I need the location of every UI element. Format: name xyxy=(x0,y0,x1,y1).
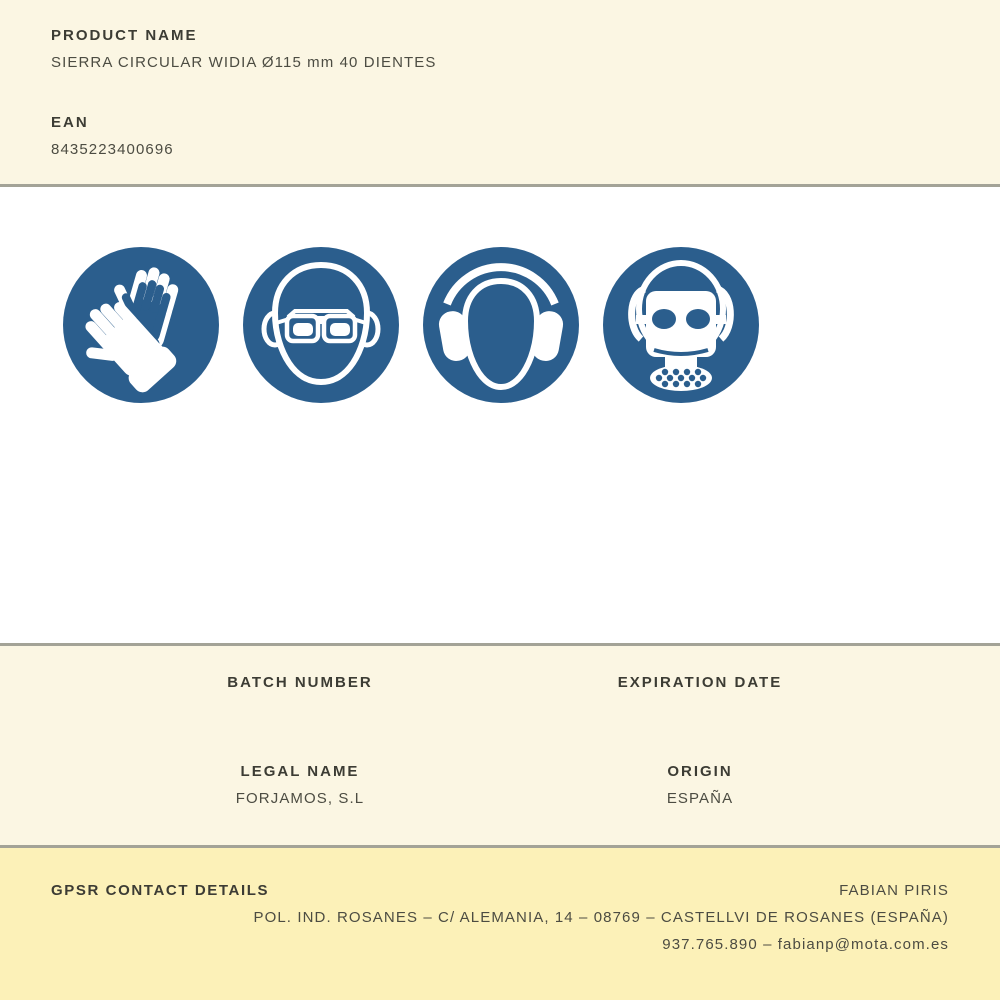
gpsr-contact-label: GPSR CONTACT DETAILS xyxy=(51,882,270,899)
legal-name-value: FORJAMOS, S.L xyxy=(235,790,365,807)
expiration-date-label: EXPIRATION DATE xyxy=(617,674,783,691)
safety-icons-section xyxy=(0,187,1000,643)
contact-phone-email: 937.765.890 – fabianp@mota.com.es xyxy=(662,936,949,953)
legal-name-label: LEGAL NAME xyxy=(240,763,360,780)
ear-protection-mandatory-icon xyxy=(423,247,579,403)
legal-name-field xyxy=(100,763,500,807)
expiration-date-field xyxy=(500,674,900,691)
origin-label: ORIGIN xyxy=(667,763,733,780)
origin-value: ESPAÑA xyxy=(666,790,734,807)
gpsr-contact-row xyxy=(51,882,949,899)
contact-person-name: FABIAN PIRIS xyxy=(839,882,949,899)
origin-field xyxy=(500,763,900,807)
gloves-mandatory-icon xyxy=(63,247,219,403)
batch-number-field xyxy=(100,674,500,691)
product-name-label: PRODUCT NAME xyxy=(51,27,198,44)
ean-value: 8435223400696 xyxy=(51,141,174,158)
details-row-1 xyxy=(0,674,1000,691)
batch-number-label: BATCH NUMBER xyxy=(227,674,373,691)
contact-address: POL. IND. ROSANES – C/ ALEMANIA, 14 – 08769 – CASTELLVI DE ROSANES (ESPAÑA) xyxy=(253,909,949,926)
ean-field xyxy=(51,114,949,158)
product-name-value: SIERRA CIRCULAR WIDIA Ø115 mm 40 DIENTES xyxy=(51,54,437,71)
safety-icons-row xyxy=(63,247,1000,403)
details-row-2 xyxy=(0,763,1000,807)
respirator-mandatory-icon xyxy=(603,247,759,403)
product-name-field xyxy=(51,27,949,71)
gpsr-contact-section xyxy=(0,848,1000,1000)
eye-protection-mandatory-icon xyxy=(243,247,399,403)
ean-label: EAN xyxy=(51,114,89,131)
product-info-section xyxy=(0,0,1000,184)
details-section xyxy=(0,646,1000,845)
